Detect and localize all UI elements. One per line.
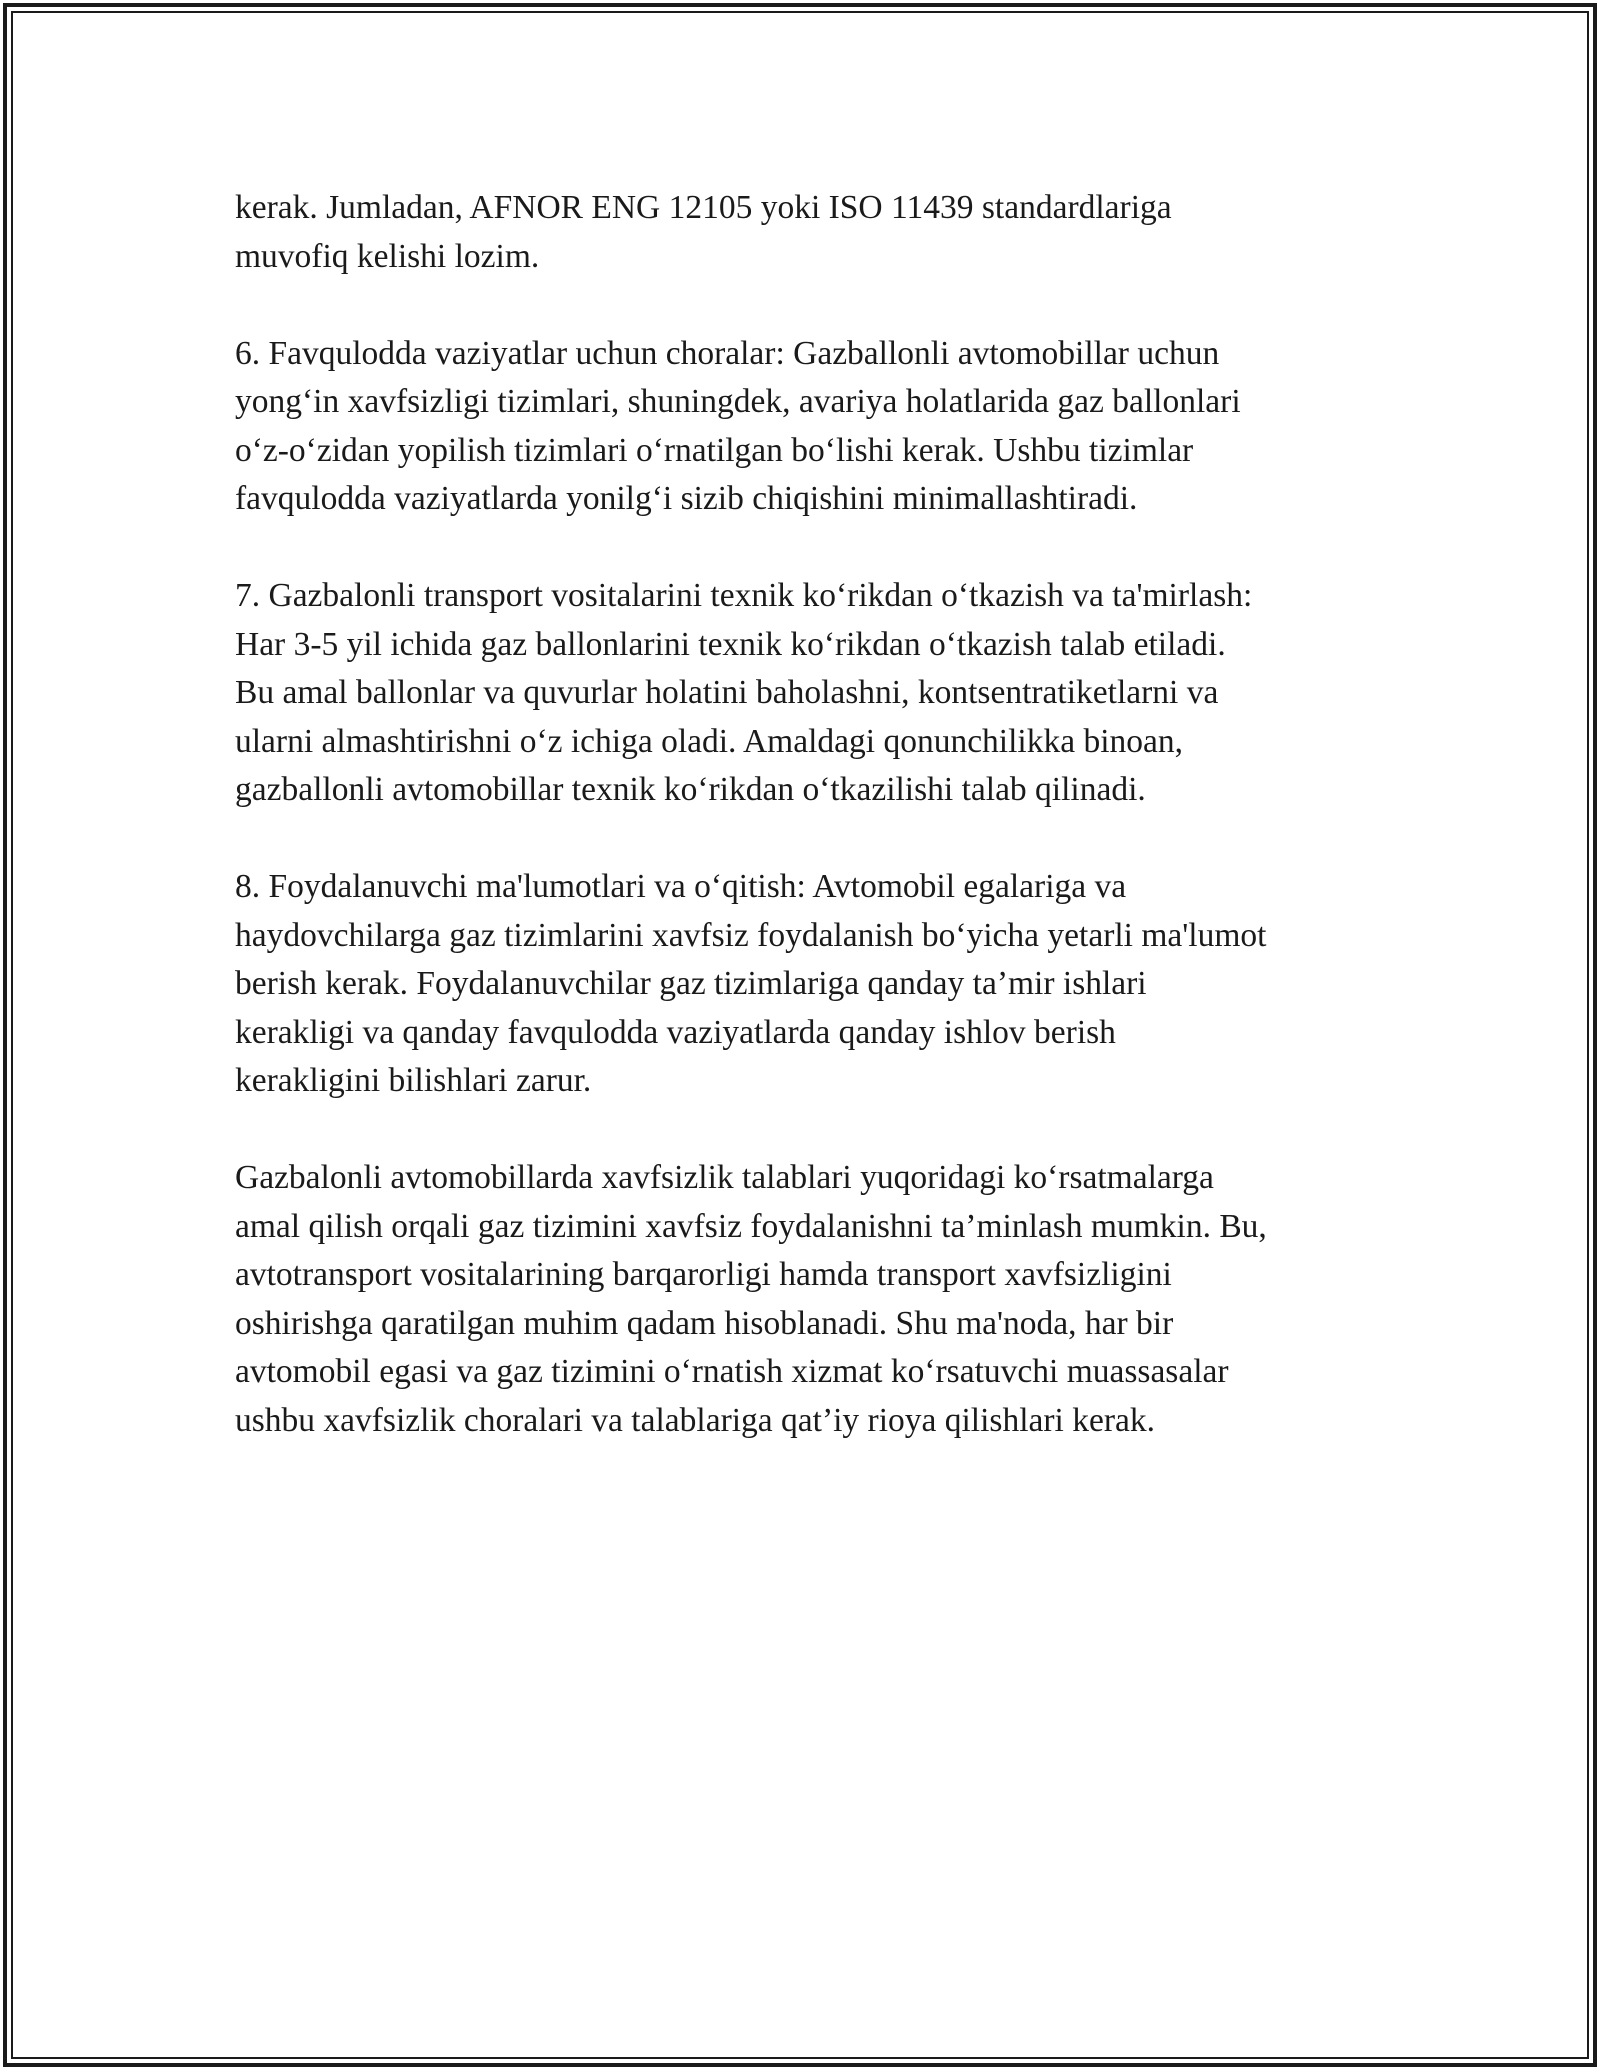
text-line: avtotransport vositalarining barqarorligi hamda transport xavfsizligini	[235, 1256, 1172, 1293]
text-line: kerakligi va qanday favqulodda vaziyatlarda qanday ishlov berish	[235, 1013, 1116, 1051]
text-line: ularni almashtirishni o‘z ichiga oladi. Amaldagi qonunchilikka binoan,	[235, 722, 1184, 760]
text-line: favqulodda vaziyatlarda yonilg‘i sizib chiqishini minimallashtiradi.	[235, 480, 1138, 517]
document-body	[235, 184, 1375, 1494]
text-line: haydovchilarga gaz tizimlarini xavfsiz foydalanish bo‘yicha yetarli ma'lumot	[235, 916, 1267, 954]
text-line: o‘z-o‘zidan yopilish tizimlari o‘rnatilgan bo‘lishi kerak. Ushbu tizimlar	[235, 431, 1194, 469]
text-line: Gazbalonli avtomobillarda xavfsizlik talablari yuqoridagi ko‘rsatmalarga	[235, 1159, 1214, 1196]
text-line: kerak. Jumladan, AFNOR ENG 12105 yoki ISO 11439 standardlariga	[235, 189, 1172, 226]
text-line: avtomobil egasi va gaz tizimini o‘rnatish xizmat ko‘rsatuvchi muassasalar	[235, 1353, 1229, 1390]
text-line: muvofiq kelishi lozim.	[235, 237, 540, 275]
paragraph-conclusion	[235, 1154, 1375, 1445]
paragraph-emergency-measures	[235, 330, 1375, 524]
text-line: kerakligini bilishlari zarur.	[235, 1062, 592, 1099]
text-line: 6. Favqulodda vaziyatlar uchun choralar: Gazballonli avtomobillar uchun	[235, 334, 1220, 372]
text-line: yong‘in xavfsizligi tizimlari, shuningdek, avariya holatlarida gaz ballonlari	[235, 383, 1241, 420]
paragraph-inspection-repair	[235, 572, 1375, 815]
text-line: 7. Gazbalonli transport vositalarini texnik ko‘rikdan o‘tkazish va ta'mirlash:	[235, 577, 1253, 614]
text-line: berish kerak. Foydalanuvchilar gaz tizimlariga qanday ta’mir ishlari	[235, 965, 1147, 1002]
text-line: Bu amal ballonlar va quvurlar holatini baholashni, kontsentratiketlarni va	[235, 674, 1219, 711]
text-line: gazballonli avtomobillar texnik ko‘rikdan o‘tkazilishi talab qilinadi.	[235, 771, 1146, 808]
paragraph-standards-continuation	[235, 184, 1375, 281]
paragraph-user-training	[235, 863, 1375, 1106]
text-line: amal qilish orqali gaz tizimini xavfsiz foydalanishni ta’minlash mumkin. Bu,	[235, 1207, 1267, 1245]
text-line: 8. Foydalanuvchi ma'lumotlari va o‘qitish: Avtomobil egalariga va	[235, 868, 1127, 905]
text-line: Har 3-5 yil ichida gaz ballonlarini texnik ko‘rikdan o‘tkazish talab etiladi.	[235, 625, 1226, 663]
text-line: ushbu xavfsizlik choralari va talablariga qat’iy rioya qilishlari kerak.	[235, 1401, 1155, 1439]
text-line: oshirishga qaratilgan muhim qadam hisoblanadi. Shu ma'noda, har bir	[235, 1304, 1174, 1342]
